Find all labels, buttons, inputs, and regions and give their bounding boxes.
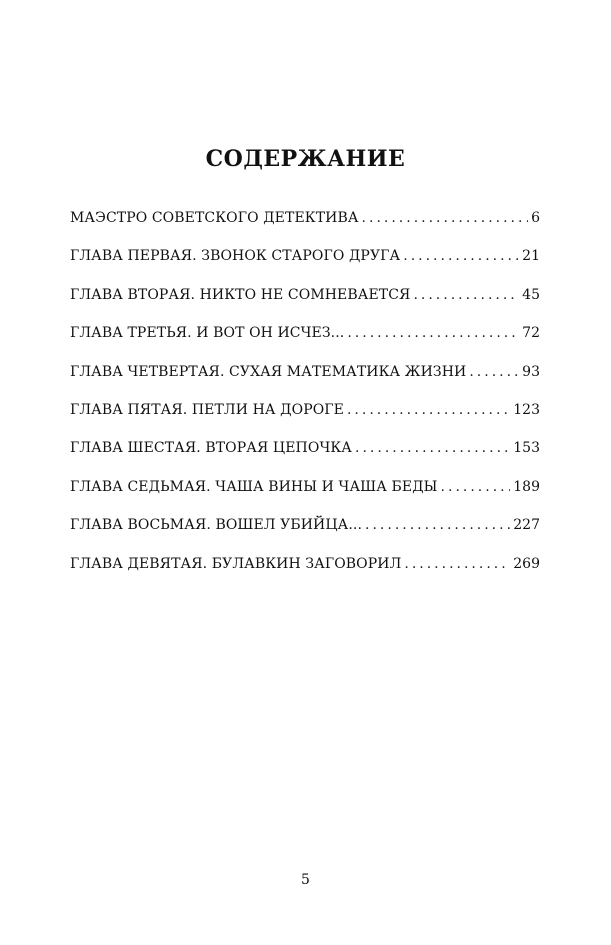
toc-leader-dots [347,402,510,418]
toc-entry-title: ГЛАВА ПЯТАЯ. ПЕТЛИ НА ДОРОГЕ [70,401,344,418]
toc-entry-page: 93 [522,363,540,380]
toc-entry-title: ГЛАВА ВОСЬМАЯ. ВОШЕЛ УБИЙЦА... [70,517,363,534]
toc-entry-page: 72 [522,325,540,342]
toc-entry [70,517,540,555]
toc-entry-page: 269 [513,555,540,572]
toc-leader-dots [404,556,510,572]
toc-entry-title: ГЛАВА ТРЕТЬЯ. И ВОТ ОН ИСЧЕЗ... [70,325,345,342]
toc-leader-dots [441,479,511,495]
toc-leader-dots [469,364,519,380]
toc-entry [70,325,540,363]
toc-entry-page: 21 [522,248,540,265]
toc-entry [70,210,540,248]
toc-entry-title: ГЛАВА ДЕВЯТАЯ. БУЛАВКИН ЗАГОВОРИЛ [70,555,402,572]
toc-entry [70,402,540,440]
toc-entry [70,248,540,286]
toc-entry-title: ГЛАВА ВТОРАЯ. НИКТО НЕ СОМНЕВАЕТСЯ [70,286,411,303]
toc-leader-dots [355,440,510,456]
toc-entry-title: ГЛАВА ШЕСТАЯ. ВТОРАЯ ЦЕПОЧКА [70,440,353,457]
toc-entry [70,479,540,517]
toc-entry-page: 227 [513,517,540,534]
toc-entry-page: 45 [522,286,540,303]
toc-leader-dots [403,248,519,264]
toc-entry [70,556,540,594]
toc-leader-dots [347,325,519,341]
toc-entry [70,440,540,478]
toc-leader-dots [362,210,529,226]
toc-leader-dots [413,287,519,303]
toc-entry-title: МАЭСТРО СОВЕТСКОГО ДЕТЕКТИВА [70,210,359,226]
toc-entry-page: 189 [513,478,540,495]
toc-entry [70,287,540,325]
toc-entry-title: ГЛАВА ПЕРВАЯ. ЗВОНОК СТАРОГО ДРУГА [70,248,401,265]
table-of-contents [70,210,540,594]
toc-entry-title: ГЛАВА ЧЕТВЕРТАЯ. СУХАЯ МАТЕМАТИКА ЖИЗНИ [70,363,467,380]
toc-entry-page: 123 [513,401,540,418]
toc-entry-page: 6 [531,210,540,226]
toc-entry-page: 153 [513,440,540,457]
page-number: 5 [301,872,310,888]
toc-leader-dots [365,517,510,533]
toc-entry [70,364,540,402]
toc-entry-title: ГЛАВА СЕДЬМАЯ. ЧАША ВИНЫ И ЧАША БЕДЫ [70,478,438,495]
contents-heading: СОДЕРЖАНИЕ [205,146,406,172]
